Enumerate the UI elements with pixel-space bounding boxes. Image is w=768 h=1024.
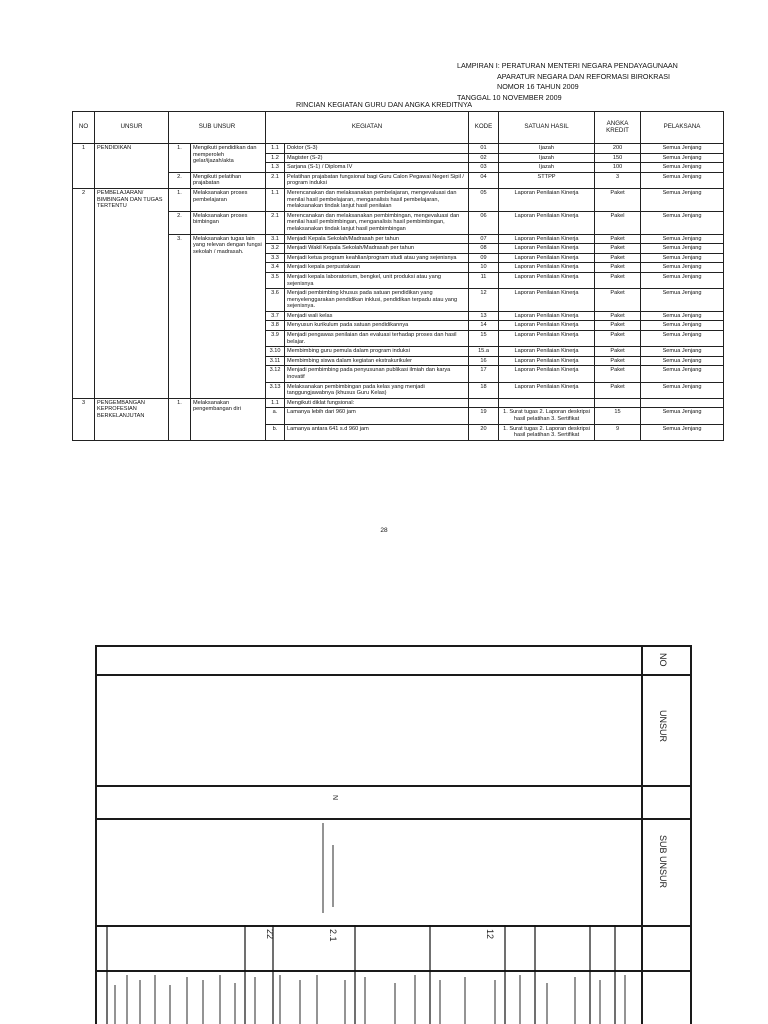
cell-satuan-hasil: Laporan Penilaian Kinerja <box>499 272 595 288</box>
cell-pelaksana: Semua Jenjang <box>641 234 724 244</box>
cell-kegiatan: Sarjana (S-1) / Diploma IV <box>285 163 469 173</box>
cell-kode: 08 <box>469 244 499 254</box>
cell-angka-kredit: Paket <box>595 188 641 211</box>
cell-sub-unsur: Mengikuti pelatihan prajabatan <box>191 172 266 188</box>
table-title: RINCIAN KEGIATAN GURU DAN ANGKA KREDITNYA <box>295 100 473 109</box>
cell-satuan-hasil: Ijazah <box>499 153 595 163</box>
cell-pelaksana: Semua Jenjang <box>641 408 724 424</box>
cell-satuan-hasil: Ijazah <box>499 163 595 173</box>
cell-kegiatan-no: 3.10 <box>266 347 285 357</box>
cell-sub-no: 2. <box>169 211 191 234</box>
cell-kegiatan-no: a. <box>266 408 285 424</box>
scan-num-21: 2.1 <box>328 929 338 942</box>
cell-kode: 05 <box>469 188 499 211</box>
cell-angka-kredit: Paket <box>595 356 641 366</box>
cell-satuan-hasil: STTPP <box>499 172 595 188</box>
cell-pelaksana: Semua Jenjang <box>641 331 724 347</box>
cell-pelaksana: Semua Jenjang <box>641 289 724 312</box>
table-row <box>73 172 724 188</box>
cell-kode <box>469 398 499 408</box>
cell-kegiatan-no: 2.1 <box>266 172 285 188</box>
cell-angka-kredit: Paket <box>595 253 641 263</box>
cell-kode: 10 <box>469 263 499 273</box>
cell-kegiatan-no: 3.7 <box>266 311 285 321</box>
cell-satuan-hasil: Laporan Penilaian Kinerja <box>499 321 595 331</box>
header-line-2: APARATUR NEGARA DAN REFORMASI BIROKRASI <box>497 71 671 81</box>
cell-angka-kredit: Paket <box>595 347 641 357</box>
page-number: 28 <box>380 527 388 534</box>
cell-satuan-hasil: 1. Surat tugas 2. Laporan deskripsi hasil pelatihan 3. Sertifikat <box>499 424 595 440</box>
table-row <box>73 234 724 244</box>
cell-angka-kredit: Paket <box>595 272 641 288</box>
cell-kode: 13 <box>469 311 499 321</box>
cell-satuan-hasil: Laporan Penilaian Kinerja <box>499 263 595 273</box>
cell-pelaksana: Semua Jenjang <box>641 311 724 321</box>
cell-sub-unsur: Melaksanakan proses bimbingan <box>191 211 266 234</box>
cell-pelaksana: Semua Jenjang <box>641 263 724 273</box>
scan-num-12: 12 <box>485 929 495 940</box>
cell-kegiatan: Lamanya lebih dari 960 jam <box>285 408 469 424</box>
scan-num-22: 22 <box>265 929 275 940</box>
cell-sub-no: 3. <box>169 234 191 398</box>
col-pelaksana: PELAKSANA <box>641 112 724 144</box>
cell-pelaksana: Semua Jenjang <box>641 366 724 382</box>
cell-kegiatan: Lamanya antara 641 s.d 960 jam <box>285 424 469 440</box>
table-header-row <box>73 112 724 144</box>
cell-angka-kredit: 200 <box>595 144 641 154</box>
scan-mark-n: N <box>331 795 338 801</box>
cell-satuan-hasil: Laporan Penilaian Kinerja <box>499 366 595 382</box>
cell-satuan-hasil: Laporan Penilaian Kinerja <box>499 234 595 244</box>
cell-kode: 04 <box>469 172 499 188</box>
cell-angka-kredit: Paket <box>595 382 641 398</box>
cell-kegiatan: Mengikuti diklat fungsional: <box>285 398 469 408</box>
col-unsur: UNSUR <box>95 112 169 144</box>
cell-no: 3 <box>73 398 95 440</box>
cell-angka-kredit: 150 <box>595 153 641 163</box>
cell-kegiatan-no: 3.8 <box>266 321 285 331</box>
cell-satuan-hasil: Laporan Penilaian Kinerja <box>499 188 595 211</box>
cell-pelaksana: Semua Jenjang <box>641 144 724 154</box>
cell-sub-no: 2. <box>169 172 191 188</box>
cell-kegiatan-no: 3.2 <box>266 244 285 254</box>
cell-kegiatan: Pelatihan prajabatan fungsional bagi Guru Calon Pegawai Negeri Sipil / program induksi <box>285 172 469 188</box>
cell-kegiatan-no: 2.1 <box>266 211 285 234</box>
cell-kode: 15.a <box>469 347 499 357</box>
cell-pelaksana: Semua Jenjang <box>641 172 724 188</box>
cell-kegiatan: Menjadi pembimbing pada penyusunan publikasi ilmiah dan karya inovatif <box>285 366 469 382</box>
cell-kode: 06 <box>469 211 499 234</box>
cell-angka-kredit: Pakel <box>595 211 641 234</box>
cell-no: 1 <box>73 144 95 189</box>
cell-sub-unsur: Melaksanakan tugas lain yang relevan dengan fungsi sekolah / madrasah. <box>191 234 266 398</box>
cell-angka-kredit: 9 <box>595 424 641 440</box>
cell-kode: 17 <box>469 366 499 382</box>
cell-kegiatan: Menjadi kepala perpustakaan <box>285 263 469 273</box>
cell-sub-no: 1. <box>169 144 191 173</box>
cell-kegiatan: Menjadi Wakil Kepala Sekolah/Madrasah per tahun <box>285 244 469 254</box>
cell-angka-kredit: 100 <box>595 163 641 173</box>
cell-satuan-hasil: Laporan Penilaian Kinerja <box>499 211 595 234</box>
cell-sub-unsur: Mengikuti pendidikan dan memperoleh gelar/ijazah/akta <box>191 144 266 173</box>
cell-sub-no: 1. <box>169 188 191 211</box>
cell-kegiatan-no: 1.1 <box>266 144 285 154</box>
cell-kegiatan-no: 1.3 <box>266 163 285 173</box>
cell-kegiatan-no: 1.1 <box>266 188 285 211</box>
cell-kode: 20 <box>469 424 499 440</box>
cell-kegiatan: Menjadi kepala laboratorium, bengkel, unit produksi atau yang sejenisnya <box>285 272 469 288</box>
cell-unsur: PEMBELAJARAN/ BIMBINGAN DAN TUGAS TERTENTU <box>95 188 169 398</box>
cell-pelaksana: Semua Jenjang <box>641 244 724 254</box>
cell-angka-kredit <box>595 398 641 408</box>
cell-kegiatan-no: 3.13 <box>266 382 285 398</box>
cell-kode: 14 <box>469 321 499 331</box>
table-body <box>73 144 724 441</box>
header-line-3: NOMOR 16 TAHUN 2009 <box>497 82 579 91</box>
header-line-4: TANGGAL 10 NOVEMBER 2009 <box>457 92 562 102</box>
col-satuan-hasil: SATUAN HASIL <box>499 112 595 144</box>
cell-angka-kredit: Paket <box>595 366 641 382</box>
col-kode: KODE <box>469 112 499 144</box>
cell-kegiatan: Melaksanakan pembimbingan pada kelas yang menjadi tanggungjawabnya (khusus Guru Kelas) <box>285 382 469 398</box>
cell-angka-kredit: 15 <box>595 408 641 424</box>
rotated-scan-page <box>95 645 692 1024</box>
cell-angka-kredit: Paket <box>595 234 641 244</box>
cell-kegiatan: Membimbing siswa dalam kegiatan ekstrakurikuler <box>285 356 469 366</box>
cell-satuan-hasil: Laporan Penilaian Kinerja <box>499 253 595 263</box>
cell-kegiatan: Menjadi Kepala Sekolah/Madrasah per tahun <box>285 234 469 244</box>
col-no: NO <box>73 112 95 144</box>
cell-kode: 16 <box>469 356 499 366</box>
cell-satuan-hasil: Laporan Penilaian Kinerja <box>499 356 595 366</box>
cell-pelaksana: Semua Jenjang <box>641 382 724 398</box>
cell-kegiatan: Magister (S-2) <box>285 153 469 163</box>
table-row <box>73 144 724 154</box>
cell-kegiatan-no: b. <box>266 424 285 440</box>
cell-kode: 01 <box>469 144 499 154</box>
cell-pelaksana: Semua Jenjang <box>641 321 724 331</box>
cell-pelaksana: Semua Jenjang <box>641 347 724 357</box>
cell-angka-kredit: Paket <box>595 321 641 331</box>
cell-kegiatan: Membimbing guru pemula dalam program induksi <box>285 347 469 357</box>
scan-col-unsur: UNSUR <box>658 710 668 743</box>
cell-kode: 03 <box>469 163 499 173</box>
cell-angka-kredit: 3 <box>595 172 641 188</box>
table-row <box>73 398 724 408</box>
cell-angka-kredit: Paket <box>595 311 641 321</box>
cell-kode: 12 <box>469 289 499 312</box>
cell-kegiatan: Merencanakan dan melaksanakan pembelajaran, mengevaluasi dan menilai hasil pembelajaran, menganalisis hasil pembelajaran, melaksanakan tindak lanjut hasil penilaian <box>285 188 469 211</box>
cell-pelaksana: Semua Jenjang <box>641 272 724 288</box>
cell-pelaksana: Semua Jenjang <box>641 356 724 366</box>
cell-kegiatan: Menjadi pembimbing khusus pada satuan pendidikan yang menyelenggarakan pendidikan inklusi, pendidikan terpadu atau yang sejenisnya. <box>285 289 469 312</box>
cell-kegiatan-no: 3.5 <box>266 272 285 288</box>
cell-satuan-hasil: Laporan Penilaian Kinerja <box>499 289 595 312</box>
cell-kegiatan: Menjadi wali kelas <box>285 311 469 321</box>
table-row <box>73 188 724 211</box>
cell-kegiatan-no: 3.3 <box>266 253 285 263</box>
col-sub-unsur: SUB UNSUR <box>169 112 266 144</box>
cell-kode: 18 <box>469 382 499 398</box>
cell-satuan-hasil: Laporan Penilaian Kinerja <box>499 311 595 321</box>
document-header <box>457 61 678 103</box>
cell-pelaksana: Semua Jenjang <box>641 163 724 173</box>
cell-kegiatan-no: 3.4 <box>266 263 285 273</box>
cell-pelaksana: Semua Jenjang <box>641 188 724 211</box>
cell-kegiatan: Doktor (S-3) <box>285 144 469 154</box>
cell-pelaksana: Semua Jenjang <box>641 253 724 263</box>
scan-col-sub-unsur: SUB UNSUR <box>658 835 668 889</box>
cell-kegiatan-no: 3.6 <box>266 289 285 312</box>
table-row <box>73 211 724 234</box>
cell-satuan-hasil: Laporan Penilaian Kinerja <box>499 347 595 357</box>
cell-kegiatan-no: 1.1 <box>266 398 285 408</box>
cell-unsur: PENGEMBANGAN KEPROFESIAN BERKELANJUTAN <box>95 398 169 440</box>
scan-text-strokes <box>95 645 692 1024</box>
cell-satuan-hasil: Laporan Penilaian Kinerja <box>499 331 595 347</box>
cell-kegiatan-no: 3.11 <box>266 356 285 366</box>
cell-kegiatan: Menjadi pengawas penilaian dan evaluasi terhadap proses dan hasil belajar. <box>285 331 469 347</box>
cell-angka-kredit: Paket <box>595 289 641 312</box>
cell-satuan-hasil: 1. Surat tugas 2. Laporan deskripsi hasil pelatihan 3. Sertifikat <box>499 408 595 424</box>
cell-angka-kredit: Paket <box>595 263 641 273</box>
col-kegiatan: KEGIATAN <box>266 112 469 144</box>
kegiatan-table <box>72 111 724 441</box>
cell-sub-unsur: Melaksanakan pengembangan diri <box>191 398 266 440</box>
col-angka-kredit: ANGKA KREDIT <box>595 112 641 144</box>
cell-angka-kredit: Paket <box>595 331 641 347</box>
header-line-1: LAMPIRAN I: PERATURAN MENTERI NEGARA PENDAYAGUNAAN <box>457 61 678 70</box>
cell-no: 2 <box>73 188 95 398</box>
cell-satuan-hasil: Ijazah <box>499 144 595 154</box>
cell-satuan-hasil: Laporan Penilaian Kinerja <box>499 244 595 254</box>
scan-col-no: NO <box>658 653 668 667</box>
cell-satuan-hasil: Laporan Penilaian Kinerja <box>499 382 595 398</box>
cell-pelaksana: Semua Jenjang <box>641 424 724 440</box>
cell-kegiatan: Menyusun kurikulum pada satuan pendidikannya <box>285 321 469 331</box>
cell-pelaksana: Semua Jenjang <box>641 211 724 234</box>
cell-angka-kredit: Paket <box>595 244 641 254</box>
cell-kegiatan-no: 3.9 <box>266 331 285 347</box>
cell-kegiatan: Merencanakan dan melaksanakan pembimbingan, mengevaluasi dan menilai hasil pembimbingan, menganalisis hasil pembimbingan, melaksanakan tindak lanjut hasil pembimbingan <box>285 211 469 234</box>
cell-pelaksana <box>641 398 724 408</box>
cell-kode: 15 <box>469 331 499 347</box>
cell-kegiatan-no: 3.12 <box>266 366 285 382</box>
cell-unsur: PENDIDIKAN <box>95 144 169 189</box>
cell-kode: 02 <box>469 153 499 163</box>
cell-pelaksana: Semua Jenjang <box>641 153 724 163</box>
cell-kegiatan-no: 1.2 <box>266 153 285 163</box>
cell-kode: 11 <box>469 272 499 288</box>
cell-sub-unsur: Melaksanakan proses pembelajaran <box>191 188 266 211</box>
cell-satuan-hasil <box>499 398 595 408</box>
cell-kode: 19 <box>469 408 499 424</box>
cell-kode: 07 <box>469 234 499 244</box>
cell-sub-no: 1. <box>169 398 191 440</box>
cell-kegiatan: Menjadi ketua program keahlian/program studi atau yang sejenisnya <box>285 253 469 263</box>
cell-kode: 09 <box>469 253 499 263</box>
cell-kegiatan-no: 3.1 <box>266 234 285 244</box>
